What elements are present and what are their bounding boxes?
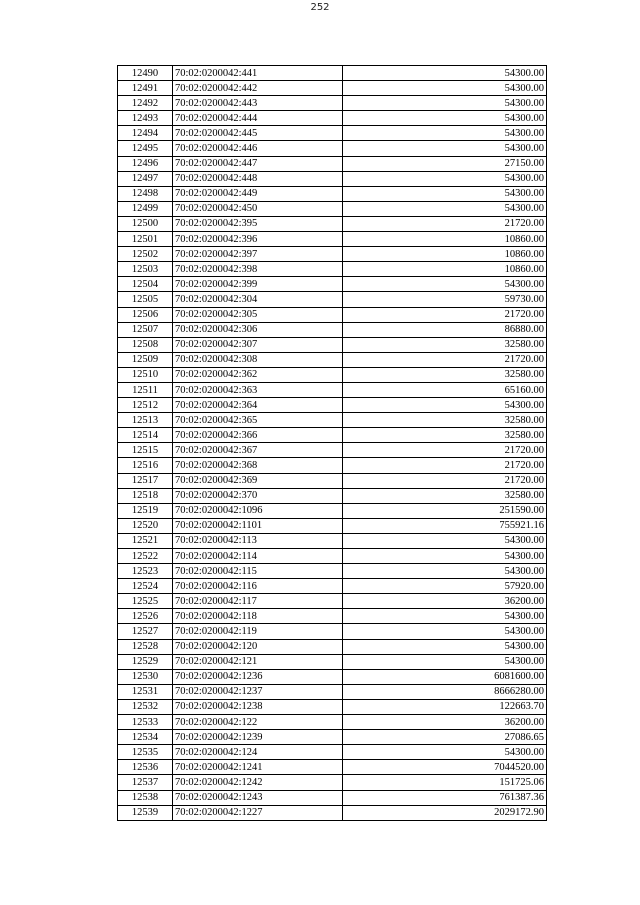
cadastral-number-cell: 70:02:0200042:122	[173, 715, 343, 730]
table-row	[118, 201, 547, 216]
value-cell: 86880.00	[343, 322, 547, 337]
row-number-cell: 12508	[118, 337, 173, 352]
row-number-cell: 12503	[118, 262, 173, 277]
row-number-cell: 12493	[118, 111, 173, 126]
value-cell: 54300.00	[343, 609, 547, 624]
cadastral-number-cell: 70:02:0200042:1238	[173, 699, 343, 714]
table-row	[118, 503, 547, 518]
table-row	[118, 730, 547, 745]
table-row	[118, 639, 547, 654]
value-cell: 755921.16	[343, 518, 547, 533]
cadastral-number-cell: 70:02:0200042:367	[173, 443, 343, 458]
cadastral-number-cell: 70:02:0200042:1101	[173, 518, 343, 533]
value-cell: 54300.00	[343, 398, 547, 413]
table-row	[118, 111, 547, 126]
value-cell: 8666280.00	[343, 684, 547, 699]
cadastral-number-cell: 70:02:0200042:450	[173, 201, 343, 216]
table-row	[118, 760, 547, 775]
value-cell: 54300.00	[343, 277, 547, 292]
cadastral-number-cell: 70:02:0200042:370	[173, 488, 343, 503]
table-row	[118, 81, 547, 96]
value-cell: 2029172.90	[343, 805, 547, 820]
value-cell: 32580.00	[343, 367, 547, 382]
table-row	[118, 382, 547, 397]
cadastral-number-cell: 70:02:0200042:449	[173, 186, 343, 201]
value-cell: 54300.00	[343, 533, 547, 548]
value-cell: 21720.00	[343, 352, 547, 367]
cadastral-number-cell: 70:02:0200042:446	[173, 141, 343, 156]
row-number-cell: 12490	[118, 66, 173, 81]
cadastral-number-cell: 70:02:0200042:118	[173, 609, 343, 624]
row-number-cell: 12530	[118, 669, 173, 684]
value-cell: 21720.00	[343, 458, 547, 473]
table-row	[118, 126, 547, 141]
row-number-cell: 12496	[118, 156, 173, 171]
table-row	[118, 488, 547, 503]
row-number-cell: 12537	[118, 775, 173, 790]
table-row	[118, 533, 547, 548]
row-number-cell: 12500	[118, 216, 173, 231]
table-row	[118, 156, 547, 171]
table-row	[118, 624, 547, 639]
row-number-cell: 12519	[118, 503, 173, 518]
value-cell: 761387.36	[343, 790, 547, 805]
table-row	[118, 337, 547, 352]
row-number-cell: 12492	[118, 96, 173, 111]
cadastral-number-cell: 70:02:0200042:442	[173, 81, 343, 96]
row-number-cell: 12520	[118, 518, 173, 533]
table-row	[118, 413, 547, 428]
cadastral-number-cell: 70:02:0200042:116	[173, 579, 343, 594]
cadastral-number-cell: 70:02:0200042:1243	[173, 790, 343, 805]
value-cell: 32580.00	[343, 488, 547, 503]
value-cell: 54300.00	[343, 186, 547, 201]
table-row	[118, 186, 547, 201]
cadastral-number-cell: 70:02:0200042:124	[173, 745, 343, 760]
row-number-cell: 12513	[118, 413, 173, 428]
row-number-cell: 12525	[118, 594, 173, 609]
cadastral-number-cell: 70:02:0200042:397	[173, 247, 343, 262]
cadastral-number-cell: 70:02:0200042:304	[173, 292, 343, 307]
cadastral-number-cell: 70:02:0200042:364	[173, 398, 343, 413]
row-number-cell: 12498	[118, 186, 173, 201]
row-number-cell: 12499	[118, 201, 173, 216]
table-row	[118, 594, 547, 609]
value-cell: 54300.00	[343, 96, 547, 111]
table-row	[118, 458, 547, 473]
row-number-cell: 12517	[118, 473, 173, 488]
table-row	[118, 277, 547, 292]
table-row	[118, 398, 547, 413]
value-cell: 6081600.00	[343, 669, 547, 684]
cadastral-number-cell: 70:02:0200042:121	[173, 654, 343, 669]
row-number-cell: 12509	[118, 352, 173, 367]
value-cell: 59730.00	[343, 292, 547, 307]
cadastral-number-cell: 70:02:0200042:113	[173, 533, 343, 548]
value-cell: 54300.00	[343, 171, 547, 186]
cadastral-number-cell: 70:02:0200042:396	[173, 232, 343, 247]
table-row	[118, 247, 547, 262]
value-cell: 10860.00	[343, 247, 547, 262]
row-number-cell: 12512	[118, 398, 173, 413]
table-row	[118, 352, 547, 367]
cadastral-number-cell: 70:02:0200042:365	[173, 413, 343, 428]
data-table	[117, 65, 547, 821]
row-number-cell: 12511	[118, 382, 173, 397]
value-cell: 32580.00	[343, 337, 547, 352]
value-cell: 54300.00	[343, 564, 547, 579]
value-cell: 54300.00	[343, 126, 547, 141]
cadastral-number-cell: 70:02:0200042:1241	[173, 760, 343, 775]
row-number-cell: 12539	[118, 805, 173, 820]
row-number-cell: 12521	[118, 533, 173, 548]
table-row	[118, 428, 547, 443]
value-cell: 10860.00	[343, 262, 547, 277]
value-cell: 36200.00	[343, 715, 547, 730]
cadastral-number-cell: 70:02:0200042:395	[173, 216, 343, 231]
value-cell: 54300.00	[343, 549, 547, 564]
cadastral-number-cell: 70:02:0200042:398	[173, 262, 343, 277]
cadastral-number-cell: 70:02:0200042:443	[173, 96, 343, 111]
table-row	[118, 549, 547, 564]
table-row	[118, 216, 547, 231]
cadastral-number-cell: 70:02:0200042:305	[173, 307, 343, 322]
value-cell: 54300.00	[343, 66, 547, 81]
row-number-cell: 12534	[118, 730, 173, 745]
cadastral-number-cell: 70:02:0200042:363	[173, 382, 343, 397]
row-number-cell: 12523	[118, 564, 173, 579]
cadastral-number-cell: 70:02:0200042:1227	[173, 805, 343, 820]
row-number-cell: 12515	[118, 443, 173, 458]
value-cell: 122663.70	[343, 699, 547, 714]
row-number-cell: 12506	[118, 307, 173, 322]
value-cell: 27086.65	[343, 730, 547, 745]
table-row	[118, 805, 547, 820]
value-cell: 251590.00	[343, 503, 547, 518]
cadastral-number-cell: 70:02:0200042:441	[173, 66, 343, 81]
table-row	[118, 775, 547, 790]
row-number-cell: 12495	[118, 141, 173, 156]
row-number-cell: 12522	[118, 549, 173, 564]
row-number-cell: 12504	[118, 277, 173, 292]
cadastral-number-cell: 70:02:0200042:117	[173, 594, 343, 609]
row-number-cell: 12494	[118, 126, 173, 141]
cadastral-number-cell: 70:02:0200042:115	[173, 564, 343, 579]
row-number-cell: 12532	[118, 699, 173, 714]
value-cell: 54300.00	[343, 81, 547, 96]
cadastral-number-cell: 70:02:0200042:120	[173, 639, 343, 654]
row-number-cell: 12491	[118, 81, 173, 96]
value-cell: 7044520.00	[343, 760, 547, 775]
table-row	[118, 443, 547, 458]
value-cell: 54300.00	[343, 111, 547, 126]
cadastral-number-cell: 70:02:0200042:119	[173, 624, 343, 639]
value-cell: 54300.00	[343, 141, 547, 156]
row-number-cell: 12501	[118, 232, 173, 247]
value-cell: 54300.00	[343, 745, 547, 760]
cadastral-number-cell: 70:02:0200042:1236	[173, 669, 343, 684]
table-row	[118, 579, 547, 594]
row-number-cell: 12502	[118, 247, 173, 262]
value-cell: 54300.00	[343, 624, 547, 639]
cadastral-number-cell: 70:02:0200042:114	[173, 549, 343, 564]
value-cell: 54300.00	[343, 639, 547, 654]
table-row	[118, 715, 547, 730]
cadastral-number-cell: 70:02:0200042:368	[173, 458, 343, 473]
value-cell: 27150.00	[343, 156, 547, 171]
row-number-cell: 12497	[118, 171, 173, 186]
cadastral-number-cell: 70:02:0200042:448	[173, 171, 343, 186]
table-row	[118, 292, 547, 307]
row-number-cell: 12526	[118, 609, 173, 624]
value-cell: 21720.00	[343, 443, 547, 458]
table-row	[118, 609, 547, 624]
cadastral-number-cell: 70:02:0200042:1237	[173, 684, 343, 699]
cadastral-number-cell: 70:02:0200042:307	[173, 337, 343, 352]
cadastral-number-cell: 70:02:0200042:362	[173, 367, 343, 382]
row-number-cell: 12531	[118, 684, 173, 699]
cadastral-number-cell: 70:02:0200042:1242	[173, 775, 343, 790]
table-row	[118, 171, 547, 186]
value-cell: 32580.00	[343, 428, 547, 443]
cadastral-number-cell: 70:02:0200042:306	[173, 322, 343, 337]
table-row	[118, 473, 547, 488]
table-row	[118, 262, 547, 277]
cadastral-number-cell: 70:02:0200042:1096	[173, 503, 343, 518]
table-row	[118, 745, 547, 760]
table-row	[118, 141, 547, 156]
row-number-cell: 12536	[118, 760, 173, 775]
row-number-cell: 12518	[118, 488, 173, 503]
cadastral-number-cell: 70:02:0200042:445	[173, 126, 343, 141]
row-number-cell: 12524	[118, 579, 173, 594]
cadastral-number-cell: 70:02:0200042:444	[173, 111, 343, 126]
cadastral-number-cell: 70:02:0200042:447	[173, 156, 343, 171]
value-cell: 57920.00	[343, 579, 547, 594]
table-row	[118, 669, 547, 684]
row-number-cell: 12529	[118, 654, 173, 669]
value-cell: 21720.00	[343, 307, 547, 322]
row-number-cell: 12505	[118, 292, 173, 307]
table-row	[118, 790, 547, 805]
row-number-cell: 12533	[118, 715, 173, 730]
value-cell: 54300.00	[343, 654, 547, 669]
cadastral-number-cell: 70:02:0200042:1239	[173, 730, 343, 745]
value-cell: 10860.00	[343, 232, 547, 247]
value-cell: 32580.00	[343, 413, 547, 428]
row-number-cell: 12538	[118, 790, 173, 805]
table-row	[118, 232, 547, 247]
row-number-cell: 12516	[118, 458, 173, 473]
row-number-cell: 12510	[118, 367, 173, 382]
table-body	[118, 66, 547, 821]
cadastral-number-cell: 70:02:0200042:369	[173, 473, 343, 488]
table-row	[118, 699, 547, 714]
table-row	[118, 564, 547, 579]
row-number-cell: 12527	[118, 624, 173, 639]
value-cell: 21720.00	[343, 473, 547, 488]
table-row	[118, 654, 547, 669]
row-number-cell: 12535	[118, 745, 173, 760]
table-row	[118, 96, 547, 111]
value-cell: 21720.00	[343, 216, 547, 231]
table-row	[118, 367, 547, 382]
cadastral-number-cell: 70:02:0200042:399	[173, 277, 343, 292]
value-cell: 54300.00	[343, 201, 547, 216]
page-number: 252	[310, 2, 330, 13]
value-cell: 65160.00	[343, 382, 547, 397]
row-number-cell: 12507	[118, 322, 173, 337]
row-number-cell: 12514	[118, 428, 173, 443]
table-row	[118, 518, 547, 533]
table-row	[118, 322, 547, 337]
cadastral-number-cell: 70:02:0200042:366	[173, 428, 343, 443]
table-row	[118, 66, 547, 81]
value-cell: 151725.06	[343, 775, 547, 790]
value-cell: 36200.00	[343, 594, 547, 609]
row-number-cell: 12528	[118, 639, 173, 654]
cadastral-number-cell: 70:02:0200042:308	[173, 352, 343, 367]
table-row	[118, 684, 547, 699]
table-row	[118, 307, 547, 322]
